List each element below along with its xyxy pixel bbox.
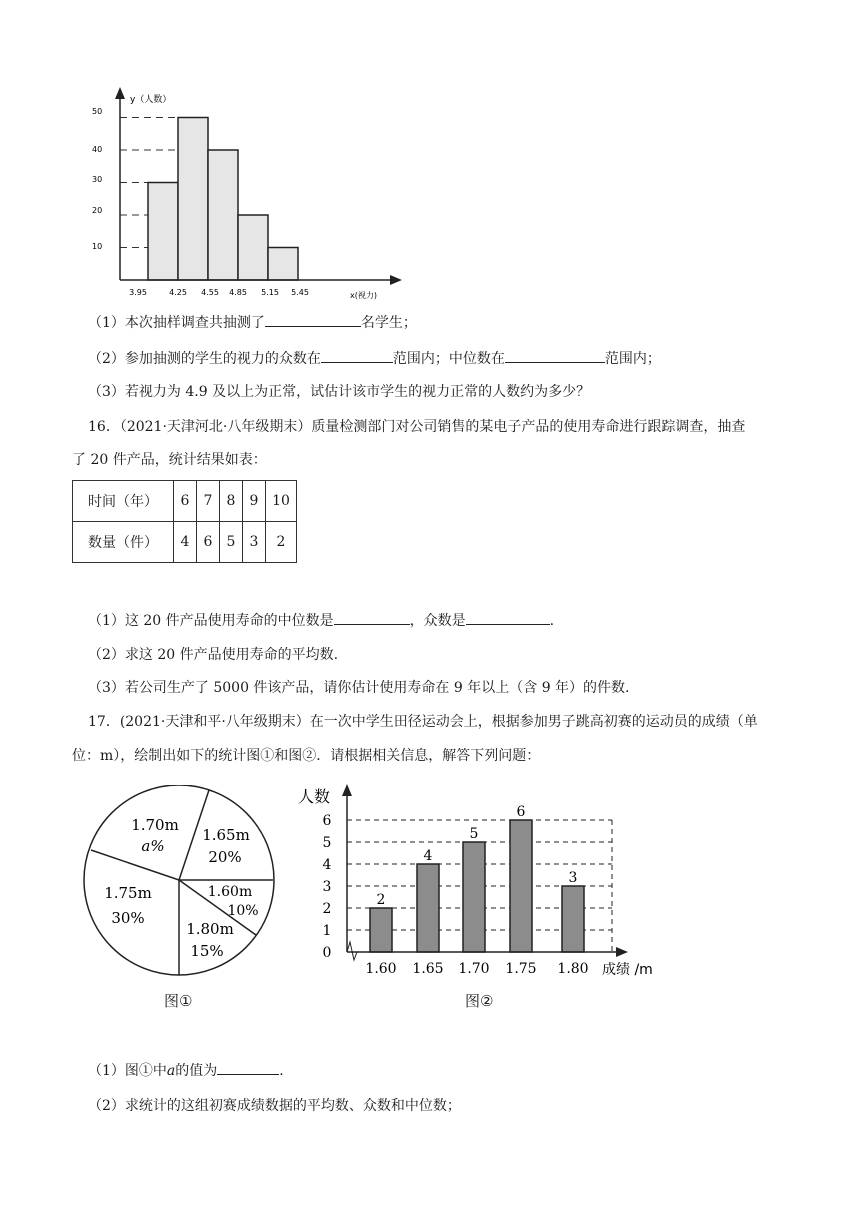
q15-part2 <box>88 348 661 369</box>
bar-y-tick: 2 <box>322 901 332 917</box>
axis-break-icon <box>347 942 357 960</box>
bar-x-tick: 1.70 <box>458 961 490 977</box>
table-row <box>73 522 297 563</box>
q15-part2-mid: 范围内；中位数在 <box>392 351 505 367</box>
hist-ytick-40: 40 <box>92 145 103 154</box>
height-bar-chart <box>292 780 682 980</box>
hist-y-arrow <box>115 87 125 99</box>
bar-value-label: 4 <box>423 848 433 864</box>
hist-bar <box>238 215 268 280</box>
q17-part1-tail: . <box>279 1063 284 1079</box>
bar-value-label: 3 <box>568 870 578 886</box>
q15-part2-tail: 范围内； <box>604 351 661 367</box>
bar-y-tick: 5 <box>322 835 332 851</box>
bar-y-arrow <box>342 784 352 796</box>
pie-caption: 图① <box>164 992 193 1010</box>
q16-heading-cont: 了 20 件产品，统计结果如表： <box>72 452 267 468</box>
row-label: 时间（年） <box>73 481 174 522</box>
table-cell: 3 <box>243 522 266 563</box>
hist-xtick: 5.15 <box>261 288 279 297</box>
bar <box>370 908 392 952</box>
hist-bar <box>148 183 178 281</box>
vision-histogram <box>80 85 420 305</box>
answer-blank[interactable] <box>466 610 550 625</box>
lifespan-table <box>72 480 297 563</box>
bar-y-tick: 6 <box>322 813 332 829</box>
bar-y-tick: 0 <box>322 945 332 961</box>
table-cell: 10 <box>266 481 297 522</box>
row-label: 数量（件） <box>73 522 174 563</box>
pie-label-height: 1.65m <box>202 826 250 844</box>
q15-part1 <box>88 312 417 333</box>
pie-label-percent: 30% <box>111 909 145 927</box>
q16-part1-tail: . <box>549 613 555 629</box>
height-pie-chart <box>80 785 280 985</box>
hist-ytick-50: 50 <box>92 107 103 116</box>
bar-x-arrow <box>616 947 628 957</box>
hist-bar <box>208 150 238 280</box>
table-cell: 2 <box>266 522 297 563</box>
q17-part1 <box>88 1060 284 1081</box>
hist-bar <box>178 118 208 281</box>
pie-label-height: 1.80m <box>186 920 234 938</box>
q16-part2: （2）求这 20 件产品使用寿命的平均数. <box>88 647 339 663</box>
hist-x-label: x(视力) <box>350 291 377 300</box>
hist-xtick: 4.25 <box>169 288 187 297</box>
bar-value-label: 2 <box>376 892 386 908</box>
table-cell: 5 <box>220 522 243 563</box>
hist-xtick: 4.85 <box>229 288 247 297</box>
q16-part1 <box>88 610 554 631</box>
hist-xtick: 4.55 <box>201 288 219 297</box>
hist-bar <box>268 248 298 281</box>
bar-caption: 图② <box>465 992 494 1010</box>
table-cell: 4 <box>174 522 197 563</box>
bar <box>510 820 532 952</box>
pie-label-percent: a% <box>141 837 165 855</box>
bar-y-tick: 3 <box>322 879 332 895</box>
hist-xtick: 5.45 <box>291 288 309 297</box>
bar-x-tick: 1.60 <box>365 961 397 977</box>
answer-blank[interactable] <box>334 610 410 625</box>
q15-part1-text: （1）本次抽样调查共抽测了 <box>88 315 265 331</box>
q16-part1-text: （1）这 20 件产品使用寿命的中位数是 <box>88 613 334 629</box>
table-cell: 7 <box>197 481 220 522</box>
hist-ytick-20: 20 <box>92 206 103 215</box>
bar-x-tick: 1.75 <box>505 961 537 977</box>
pie-label-percent: 20% <box>208 848 242 866</box>
bar-x-tick: 1.65 <box>412 961 444 977</box>
q17-heading-cont: 位：m），绘制出如下的统计图①和图②．请根据相关信息，解答下列问题： <box>72 748 541 764</box>
table-cell: 6 <box>197 522 220 563</box>
answer-blank[interactable] <box>505 348 605 363</box>
hist-x-arrow <box>390 275 402 285</box>
bar-y-tick: 1 <box>322 923 332 939</box>
bar-value-label: 5 <box>469 826 479 842</box>
answer-blank[interactable] <box>265 312 361 327</box>
bar-y-tick: 4 <box>322 857 332 873</box>
pie-label-percent: 10% <box>227 903 259 919</box>
hist-y-label: y（人数） <box>130 95 172 105</box>
q15-part2-text: （2）参加抽测的学生的视力的众数在 <box>88 351 321 367</box>
q16-part3: （3）若公司生产了 5000 件该产品，请你估计使用寿命在 9 年以上（含 9 年）的件数. <box>88 680 630 696</box>
q17-part2: （2）求统计的这组初赛成绩数据的平均数、众数和中位数； <box>88 1098 461 1114</box>
q15-part1-tail: 名学生； <box>360 315 417 331</box>
q17-part1-mid: 的值为 <box>175 1063 218 1079</box>
q16-part1-mid: ，众数是 <box>409 613 466 629</box>
table-cell: 8 <box>220 481 243 522</box>
bar <box>463 842 485 952</box>
pie-label-height: 1.60m <box>207 884 253 900</box>
table-cell: 9 <box>243 481 266 522</box>
bar-y-label: 人数 <box>298 787 331 806</box>
table-cell: 6 <box>174 481 197 522</box>
q15-part3: （3）若视力为 4.9 及以上为正常，试估计该市学生的视力正常的人数约为多少？ <box>88 384 591 400</box>
bar <box>417 864 439 952</box>
q16-heading: 16．（2021·天津河北·八年级期末）质量检测部门对公司销售的某电子产品的使用寿命进行跟踪调查，抽查 <box>88 419 746 435</box>
bar-value-label: 6 <box>516 804 526 820</box>
q17-heading: 17．(2021·天津和平·八年级期末）在一次中学生田径运动会上，根据参加男子跳高初赛的运动员的成绩（单 <box>88 714 758 730</box>
hist-ytick-10: 10 <box>92 242 103 251</box>
q17-part1-text: （1）图①中 <box>88 1063 167 1079</box>
answer-blank[interactable] <box>217 1060 279 1075</box>
q17-var-a: a <box>166 1063 176 1079</box>
bar-x-label: 成绩 /m <box>602 962 653 978</box>
hist-ytick-30: 30 <box>92 175 103 184</box>
pie-label-height: 1.75m <box>104 884 152 902</box>
bar <box>562 886 584 952</box>
bar-x-tick: 1.80 <box>557 961 589 977</box>
table-row <box>73 481 297 522</box>
answer-blank[interactable] <box>321 348 393 363</box>
hist-xtick: 3.95 <box>129 288 147 297</box>
pie-label-percent: 15% <box>190 942 224 960</box>
pie-label-height: 1.70m <box>131 816 179 834</box>
